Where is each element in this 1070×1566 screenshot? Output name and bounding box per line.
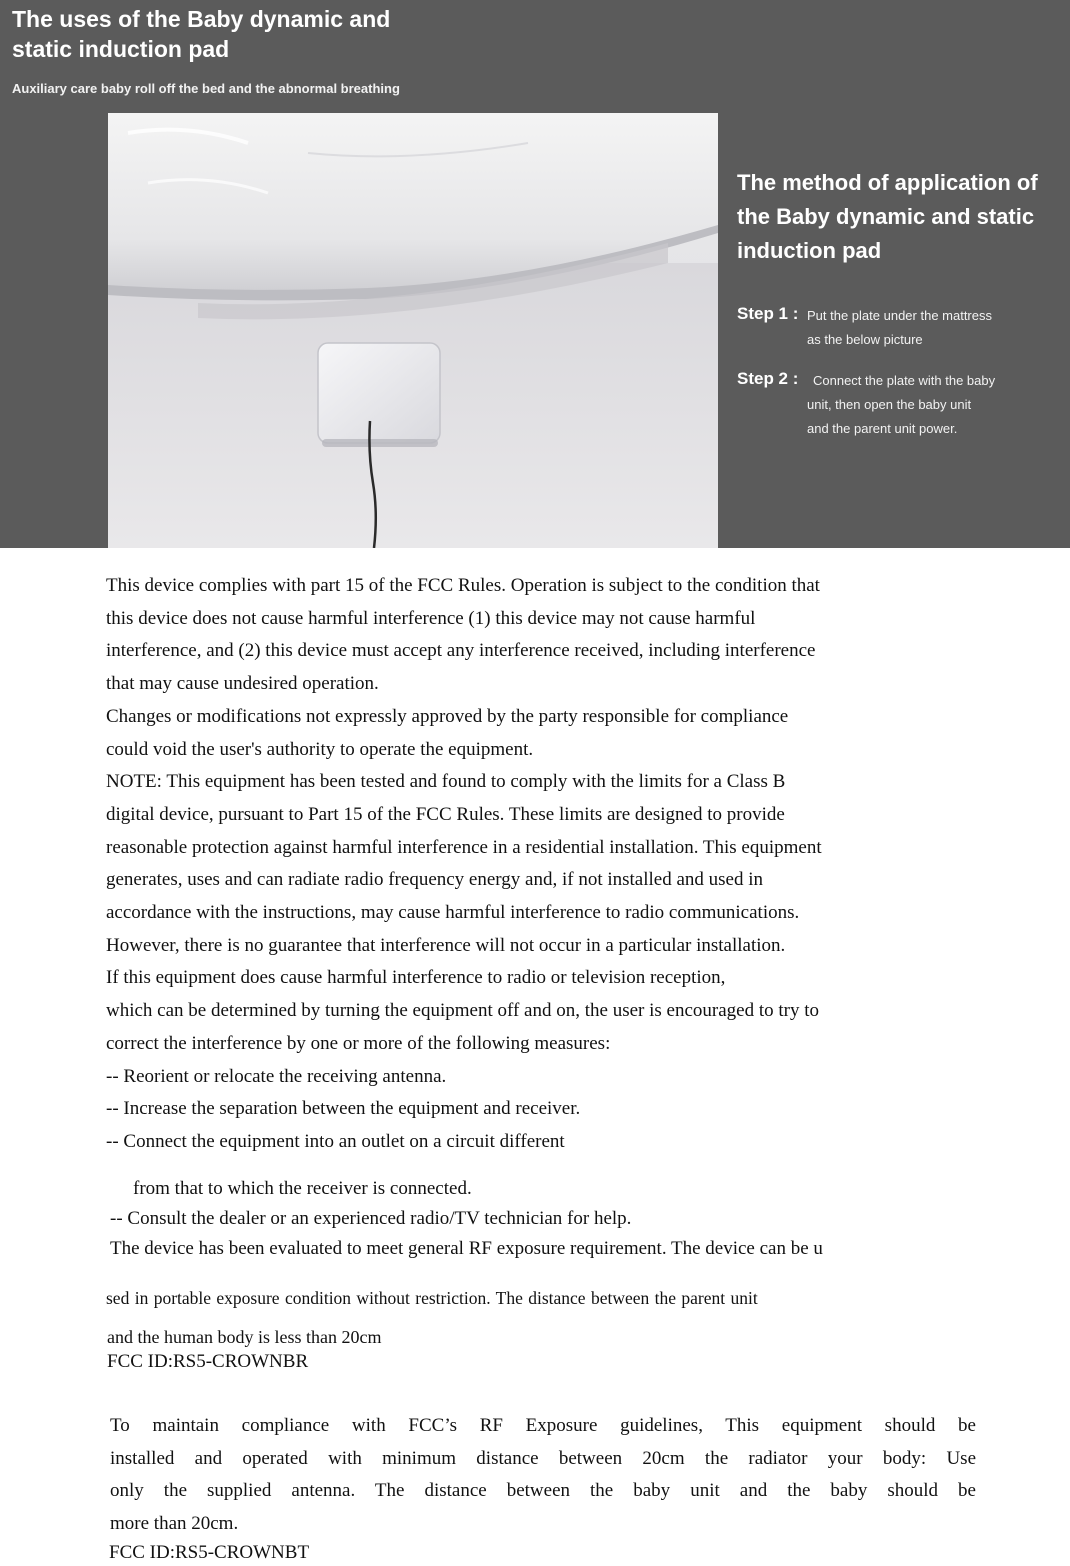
rf-exposure-line: The device has been evaluated to meet general RF exposure requirement. The device can be u [110, 1238, 823, 1259]
measures-continuation [110, 1174, 823, 1264]
fcc-line: this device does not cause harmful interference (1) this device may not cause harmful [106, 607, 756, 629]
fcc-id-parent: FCC ID:RS5-CROWNBR [107, 1351, 309, 1372]
fcc-line: reasonable protection against harmful interference in a residential installation. This equipment [106, 836, 822, 858]
compliance-line: more than 20cm. [110, 1512, 239, 1534]
method-title-line: the Baby dynamic and static [737, 204, 1035, 229]
compliance-line: only the supplied antenna. The distance between the baby unit and the baby should be [110, 1480, 976, 1501]
fcc-line: This device complies with part 15 of the FCC Rules. Operation is subject to the condition that [106, 575, 820, 596]
step-1-text: Put the plate under the mattress as the below picture [807, 308, 992, 347]
fcc-line: -- Increase the separation between the equipment and receiver. [106, 1098, 581, 1120]
mattress-and-pad-illustration [108, 113, 718, 548]
rf-compliance-paragraph [110, 1410, 976, 1540]
from-line: from that to which the receiver is connected. [133, 1178, 472, 1199]
product-banner [0, 0, 1070, 548]
fcc-line: Changes or modifications not expressly approved by the party responsible for compliance [106, 705, 789, 727]
fcc-statement [106, 570, 822, 1159]
consult-line: -- Consult the dealer or an experienced radio/TV technician for help. [110, 1208, 632, 1229]
fcc-line: which can be determined by turning the equipment off and on, the user is encouraged to try to [106, 1000, 820, 1022]
banner-subtitle: Auxiliary care baby roll off the bed and the abnormal breathing [12, 81, 400, 96]
fcc-line: accordance with the instructions, may cause harmful interference to radio communications. [106, 902, 800, 924]
fcc-line: interference, and (2) this device must accept any interference received, including interference [106, 640, 816, 662]
fcc-line: -- Reorient or relocate the receiving antenna. [106, 1065, 447, 1087]
method-title [737, 166, 1062, 268]
compliance-line: installed and operated with minimum distance between 20cm the radiator your body: Use [110, 1447, 976, 1469]
product-photo [108, 113, 718, 548]
fcc-id-baby: FCC ID:RS5-CROWNBT [109, 1542, 310, 1563]
step-1-label: Step 1 : [737, 304, 799, 323]
compliance-line: To maintain compliance with FCC’s RF Exposure guidelines, This equipment should be [110, 1415, 976, 1436]
fcc-line: generates, uses and can radiate radio frequency energy and, if not installed and used in [106, 869, 764, 891]
fcc-line: could void the user's authority to operate the equipment. [106, 738, 534, 760]
method-title-line: induction pad [737, 238, 882, 263]
fcc-line: NOTE: This equipment has been tested and found to comply with the limits for a Class B [106, 771, 786, 793]
fcc-line: If this equipment does cause harmful interference to radio or television reception, [106, 967, 726, 989]
fcc-line: -- Connect the equipment into an outlet on a circuit different [106, 1130, 565, 1152]
fcc-line: correct the interference by one or more of the following measures: [106, 1032, 611, 1054]
banner-title [12, 4, 412, 64]
banner-title-line: static induction pad [12, 36, 230, 62]
banner-title-line: The uses of the Baby dynamic and [12, 6, 391, 32]
step-2-label: Step 2 : [737, 369, 799, 388]
induction-pad-shape [318, 343, 440, 443]
fcc-line: that may cause undesired operation. [106, 673, 379, 695]
human-body-distance-line: and the human body is less than 20cm [107, 1327, 382, 1347]
fcc-line: digital device, pursuant to Part 15 of the FCC Rules. These limits are designed to provide [106, 803, 785, 825]
step-2-text: Connect the plate with the baby unit, then open the baby unit and the parent unit power. [807, 373, 996, 436]
portable-exposure-line: sed in portable exposure condition without restriction. The distance between the parent unit [106, 1288, 758, 1308]
method-title-line: The method of application of [737, 170, 1038, 195]
fcc-line: However, there is no guarantee that interference will not occur in a particular installation. [106, 934, 786, 956]
